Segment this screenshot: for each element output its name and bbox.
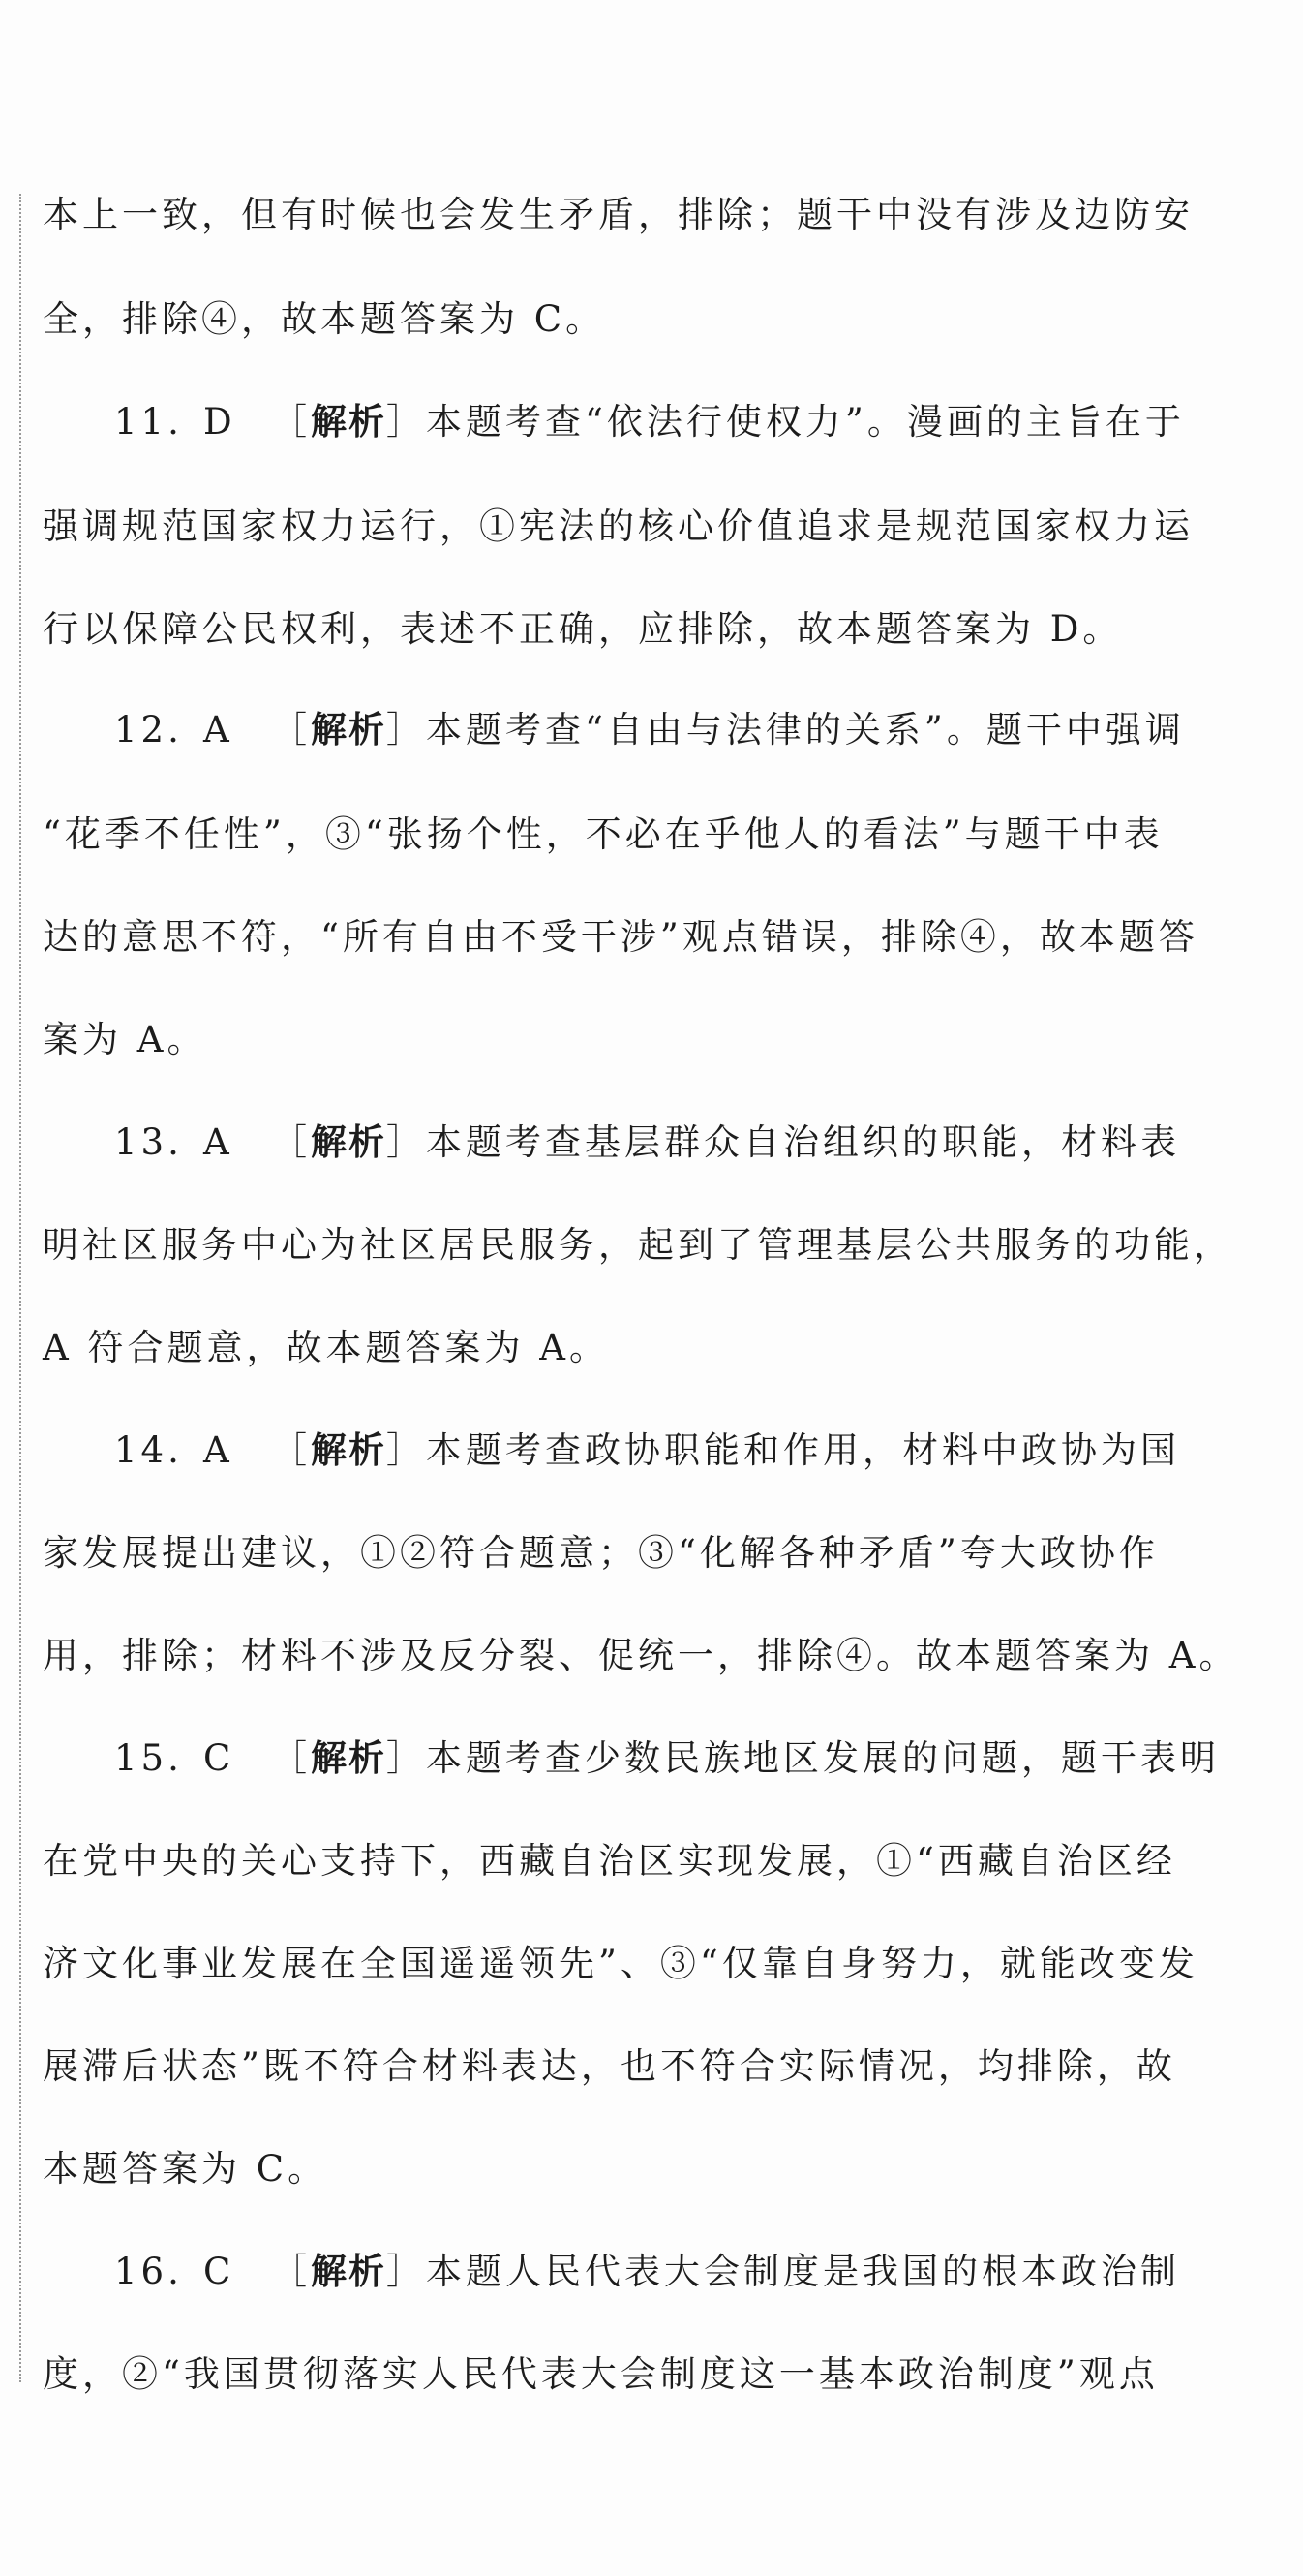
analysis-tag: 解析 (311, 2251, 386, 2292)
analysis-tag-open: ［ (271, 709, 311, 751)
text-line: 本题考查基层群众自治组织的职能，材料表 (426, 1121, 1180, 1163)
question-number: 15. (114, 1737, 183, 1779)
text-line: 在党中央的关心支持下，西藏自治区实现发展，①“西藏自治区经 (43, 1840, 1176, 1882)
question-14-heading (114, 1427, 1180, 1474)
question-answer: C (203, 2251, 235, 2292)
question-15-heading (114, 1735, 1220, 1782)
text-line: 本题考查政协职能和作用，材料中政协为国 (426, 1429, 1180, 1471)
text-line: 本题考查少数民族地区发展的问题，题干表明 (426, 1737, 1220, 1779)
analysis-tag: 解析 (311, 1429, 386, 1471)
text-line: 明社区服务中心为社区居民服务，起到了管理基层公共服务的功能， (43, 1224, 1233, 1266)
question-12-heading (114, 707, 1185, 753)
analysis-tag: 解析 (311, 1737, 386, 1779)
question-13-heading (114, 1119, 1180, 1166)
question-number: 12. (114, 709, 183, 751)
text-line: 本题答案为 C。 (43, 2148, 328, 2190)
text-line: 本题人民代表大会制度是我国的根本政治制 (426, 2251, 1180, 2292)
analysis-tag-close: ］ (386, 401, 426, 443)
question-answer: A (203, 1429, 233, 1471)
text-line: 本题考查“自由与法律的关系”。题干中强调 (426, 709, 1185, 751)
question-number: 13. (114, 1121, 183, 1163)
analysis-tag-open: ［ (271, 401, 311, 443)
binding-margin-line (19, 194, 21, 2382)
text-line: 度，②“我国贯彻落实人民代表大会制度这一基本政治制度”观点 (43, 2353, 1159, 2395)
analysis-tag-open: ［ (271, 1121, 311, 1163)
analysis-tag: 解析 (311, 401, 386, 443)
question-number: 14. (114, 1429, 183, 1471)
text-line: 用，排除；材料不涉及反分裂、促统一，排除④。故本题答案为 A。 (43, 1635, 1239, 1676)
question-11-heading (114, 399, 1185, 445)
text-line: 案为 A。 (43, 1019, 207, 1060)
analysis-tag-close: ］ (386, 1737, 426, 1779)
text-line: 展滞后状态”既不符合材料表达，也不符合实际情况，均排除，故 (43, 2045, 1176, 2087)
analysis-tag-open: ［ (271, 2251, 311, 2292)
text-line: 本上一致，但有时候也会发生矛盾，排除；题干中没有涉及边防安 (43, 194, 1194, 235)
analysis-tag-close: ］ (386, 2251, 426, 2292)
question-number: 16. (114, 2251, 183, 2292)
text-line: 济文化事业发展在全国遥遥领先”、③“仅靠自身努力，就能改变发 (43, 1943, 1198, 1984)
text-line: 本题考查“依法行使权力”。漫画的主旨在于 (426, 401, 1185, 443)
question-answer: D (203, 401, 236, 443)
question-answer: C (203, 1737, 235, 1779)
analysis-tag-close: ］ (386, 1429, 426, 1471)
analysis-tag: 解析 (311, 1121, 386, 1163)
analysis-tag-close: ］ (386, 1121, 426, 1163)
analysis-tag-close: ］ (386, 709, 426, 751)
question-16-heading (114, 2249, 1180, 2295)
text-line: 达的意思不符，“所有自由不受干涉”观点错误，排除④，故本题答 (43, 916, 1198, 958)
analysis-tag-open: ［ (271, 1737, 311, 1779)
text-line: “花季不任性”，③“张扬个性，不必在乎他人的看法”与题干中表 (43, 813, 1164, 855)
text-line: 全，排除④，故本题答案为 C。 (43, 298, 606, 340)
text-line: A 符合题意，故本题答案为 A。 (43, 1327, 609, 1368)
analysis-tag: 解析 (311, 709, 386, 751)
analysis-tag-open: ［ (271, 1429, 311, 1471)
text-line: 强调规范国家权力运行，①宪法的核心价值追求是规范国家权力运 (43, 506, 1194, 547)
text-line: 家发展提出建议，①②符合题意；③“化解各种矛盾”夸大政协作 (43, 1532, 1159, 1574)
question-number: 11. (114, 401, 183, 443)
text-line: 行以保障公民权利，表述不正确，应排除，故本题答案为 D。 (43, 608, 1123, 650)
question-answer: A (203, 1121, 233, 1163)
question-answer: A (203, 709, 233, 751)
